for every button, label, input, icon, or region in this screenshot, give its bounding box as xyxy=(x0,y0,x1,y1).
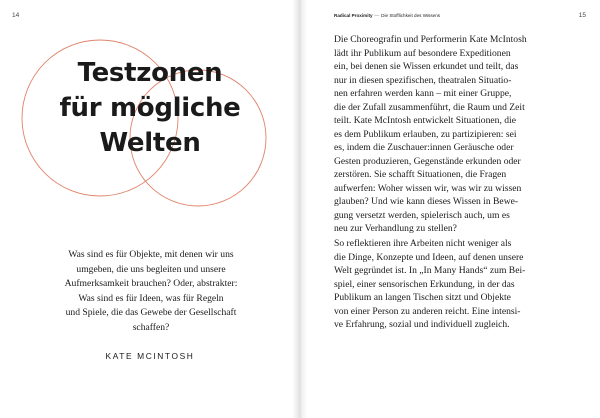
page-number-left: 14 xyxy=(12,12,20,19)
body-line: ve Erfahrung, sozial und individuell zugleich. xyxy=(334,319,510,330)
body-line: es, indem die Zuschauer:innen Geräusche oder xyxy=(334,142,514,153)
body-line: die Dinge, Konzepte und Ideen, auf denen unsere xyxy=(334,251,524,263)
running-head-title: Radical Proximity xyxy=(334,13,373,18)
body-line: neu zur Verhandlung zu stellen? xyxy=(334,223,457,234)
abstract-line: schaffen? xyxy=(132,321,170,333)
running-head xyxy=(334,13,440,18)
abstract-text xyxy=(26,248,276,336)
running-head-separator: — xyxy=(374,13,380,18)
title-line: Welten xyxy=(99,128,201,158)
abstract-line: umgeben, die uns begleiten und unsere xyxy=(76,263,226,275)
abstract-line: und Spiele, die das Gewebe der Gesellschaft xyxy=(65,307,237,319)
right-page xyxy=(300,0,600,418)
body-paragraph-2 xyxy=(334,237,592,332)
page-number-right: 15 xyxy=(578,12,586,19)
body-line: aufwerfen: Woher wissen wir, was wir zu wissen xyxy=(334,182,522,194)
abstract-line: Aufmerksamkeit brauchen? Oder, abstrakter: xyxy=(64,278,238,290)
body-line: lädt ihr Publikum auf besondere Expeditionen xyxy=(334,47,511,59)
article-title xyxy=(40,56,260,161)
body-line: ein, bei denen sie Wissen erkundet und teilt, das xyxy=(334,61,519,72)
body-line: nen erfahren werden kann – mit einer Gruppe, xyxy=(334,88,512,99)
title-line: Testzonen xyxy=(77,58,223,88)
body-line: Gesten produzieren, Gegenstände erkunden oder xyxy=(334,155,521,167)
body-line: zerstören. Sie schafft Situationen, die Fragen xyxy=(334,169,507,180)
abstract-line: Was sind es für Ideen, was für Regeln xyxy=(78,292,224,304)
book-gutter-shadow xyxy=(292,0,308,418)
body-line: gung versetzt werden, spielerisch auch, um es xyxy=(334,209,510,221)
body-line: nur in diesen spezifischen, theatralen Situatio- xyxy=(334,74,512,86)
body-paragraph-1 xyxy=(334,33,592,236)
running-head-subtitle: Die Stofflichkeit des Wissens xyxy=(381,13,441,18)
abstract-line: Was sind es für Objekte, mit denen wir uns xyxy=(68,249,234,260)
body-line: teilt. Kate McIntosh entwickelt Situationen, die xyxy=(334,115,516,126)
body-line: So reflektieren ihre Arbeiten nicht weniger als xyxy=(334,238,512,249)
body-line: Publikum an langen Tischen sitzt und Objekte xyxy=(334,292,511,303)
body-line: von einer Person zu anderen reicht. Eine intensi- xyxy=(334,305,521,317)
title-line: für mögliche xyxy=(59,93,241,123)
body-line: die der Zufall zusammenführt, die Raum und Zeit xyxy=(334,101,525,113)
author-name: KATE MCINTOSH xyxy=(105,351,195,361)
body-line: Welt gegründet ist. In „In Many Hands“ zum Bei- xyxy=(334,265,526,276)
body-line: Die Choreografin und Performerin Kate McIntosh xyxy=(334,34,527,45)
body-line: glauben? Und wie kann dieses Wissen in Bewe- xyxy=(334,196,519,207)
body-line: spiel, einer sensorischen Erkundung, in der das xyxy=(334,278,515,290)
body-line: es dem Publikum erlauben, zu partizipieren: sei xyxy=(334,128,517,140)
